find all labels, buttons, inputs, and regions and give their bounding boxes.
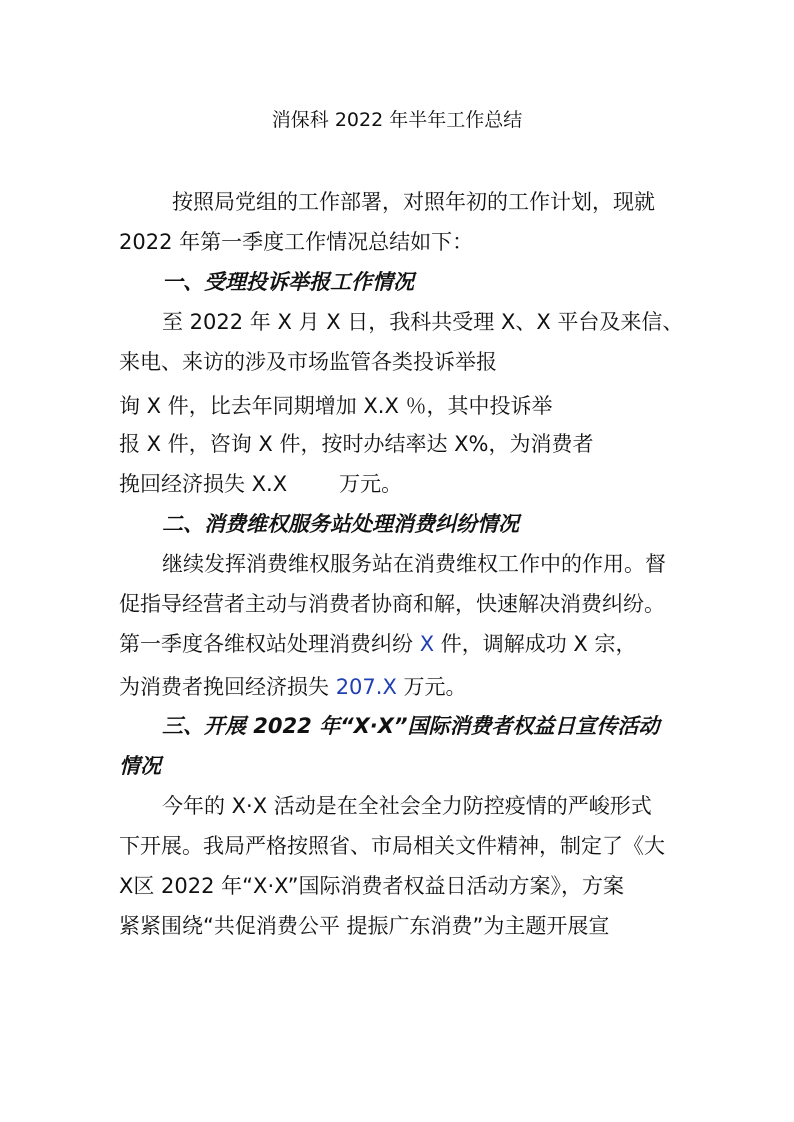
section-1-line-5-amount: 挽回经济损失 X.X [119, 472, 288, 496]
section-2-line-2: 促指导经营者主动与消费者协商和解，快速解决消费纠纷。 [119, 592, 665, 616]
section-1-heading: 一、受理投诉举报工作情况 [162, 270, 414, 294]
section-1-line-5-unit: 万元。 [339, 472, 403, 496]
intro-line-1: 按照局党组的工作部署，对照年初的工作计划，现就 [172, 190, 655, 214]
section-2-line-3 [119, 630, 637, 658]
section-3-heading-line-2: 情况 [119, 754, 161, 778]
section-3-line-4: 紧紧围绕“共促消费公平 提振广东消费”为主题开展宣 [119, 914, 610, 938]
section-2-line-1: 继续发挥消费维权服务站在消费维权工作中的作用。督 [162, 552, 666, 576]
section-2-line-4-rest: 万元。 [396, 675, 467, 699]
section-2-dispute-count: X [419, 632, 435, 656]
section-3-heading-line-1: 三、开展 2022 年“X·X”国际消费者权益日宣传活动 [162, 714, 660, 738]
section-1-line-2: 来电、来访的涉及市场监管各类投诉举报 [119, 350, 497, 374]
section-2-line-3-text: 第一季度各维权站处理消费纠纷 [119, 632, 420, 656]
section-1-line-5 [119, 470, 402, 498]
section-1-line-3: 询 X 件，比去年同期增加 X.X ％，其中投诉举 [119, 394, 553, 418]
section-3-line-2: 下开展。我局严格按照省、市局相关文件精神，制定了《大 [119, 834, 665, 858]
section-2-line-4 [119, 673, 467, 701]
section-2-heading: 二、消费维权服务站处理消费纠纷情况 [162, 512, 519, 536]
section-3-line-1: 今年的 X·X 活动是在全社会全力防控疫情的严峻形式 [162, 794, 652, 818]
section-2-line-3-rest: 件，调解成功 X 宗， [434, 632, 637, 656]
section-2-line-4-text: 为消费者挽回经济损失 [119, 675, 336, 699]
section-2-loss-amount: 207.X [335, 675, 397, 699]
section-1-line-1: 至 2022 年 X 月 X 日，我科共受理 X、X 平台及来信、 [162, 310, 684, 334]
intro-line-2: 2022 年第一季度工作情况总结如下： [119, 230, 474, 254]
section-1-line-4: 报 X 件，咨询 X 件，按时办结率达 X%，为消费者 [119, 432, 594, 456]
document-title: 消保科 2022 年半年工作总结 [271, 109, 523, 131]
section-3-line-3: X区 2022 年“X·X”国际消费者权益日活动方案》，方案 [119, 874, 625, 898]
